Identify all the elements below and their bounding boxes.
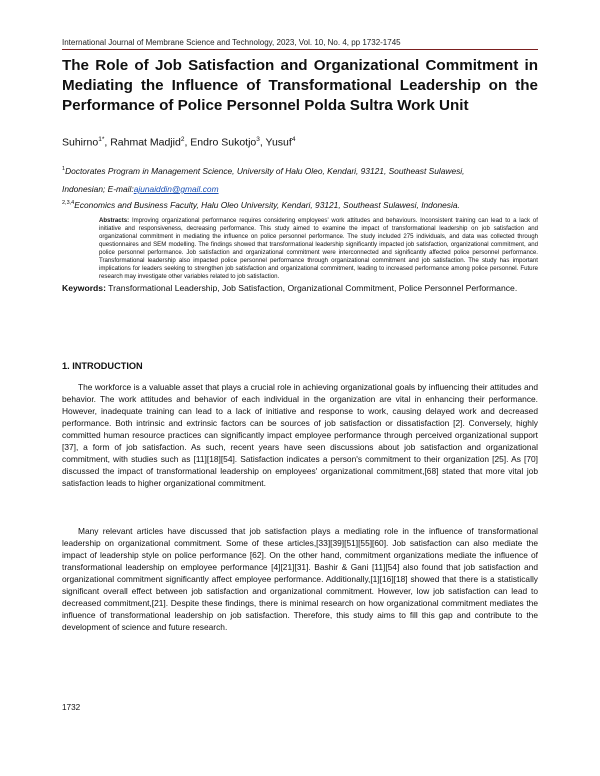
author-mark: 3 [256,136,260,143]
affiliation-2 [62,200,460,210]
affiliation-1 [62,166,464,176]
keywords-text: Transformational Leadership, Job Satisfaction, Organizational Commitment, Police Personnel Performance. [108,283,518,293]
affiliation-mark: 1 [62,166,66,173]
paper-title: The Role of Job Satisfaction and Organizational Commitment in Mediating the Influence of Transformational Leadership on the Performance of Police Personnel Polda Sultra Work Unit [62,57,538,114]
keywords-label: Keywords: [62,283,106,293]
header-rule [62,49,538,50]
body-paragraph [62,525,538,633]
author-mark: 2 [180,136,185,143]
keywords [62,283,538,294]
affiliation-text: Indonesian; E-mail: [62,184,134,194]
section-heading: 1. INTRODUCTION [62,361,143,371]
body-paragraph [62,381,538,489]
author-name: Suhirno [62,136,99,149]
affiliation-mark: 2,3,4 [62,200,75,207]
affiliation-1-continued [62,184,219,194]
author-name: Rahmat Madjid [110,136,181,149]
affiliation-text: Doctorates Program in Management Science, University of Halu Oleo, Kendari, 93121, Southeast Sulawesi, [65,166,465,176]
author-mark: 4 [291,136,296,143]
abstract-text: Improving organizational performance requires considering employees' work attitudes and behaviours. Inconsistent training can lead to a lack of initiative and responsiveness, decreasing performance. This study aimed to examine the impact of transformational leadership on job satisfaction and organizational commitment in mediating the influence on police personnel performance. The study included 275 individuals, and data was collected through questionnaires and SEM modelling. The findings showed that transformational leadership significantly impacted job satisfaction, organizational commitment, and police personnel performance. Job satisfaction and organizational commitment were interconnected and significantly affected police personnel performance. Transformational leadership also impacted police personnel performance through organizational commitment and job satisfaction. The study has important implications for leaders seeking to strengthen job satisfaction and organizational commitment, leading to increased performance among police personnel. Future research may investigate other variables related to job satisfaction. [99,217,538,280]
paragraph-text: The workforce is a valuable asset that plays a crucial role in achieving organizational goals by influencing their attitudes and behavior. The work attitudes and behavior of each individual in the organization are vital in enhancing their performance. However, inadequate training can lead to a lack of initiative and response to work, causing delayed work and decreased performance. Both intrinsic and extrinsic factors can be sources of job satisfaction or dissatisfaction [2]. Conversely, highly committed human resource practices can significantly impact employee performance through perceived organizational support [37], a form of job satisfaction. As such, recent years have seen discussions about job satisfaction and organizational commitment, with studies such as [11][18][54]. Satisfaction indicates a person's commitment to their organization [25]. As [70] discussed the impact of transformational leadership on employees' organizational commitment,[68] stated that more vital job satisfaction leads to higher organizational commitment. [62,382,538,488]
author-name: Endro Sukotjo [190,136,257,149]
author-name: Yusuf [265,136,292,149]
abstract-label: Abstracts: [99,217,130,224]
email-link[interactable]: ajunaiddin@gmail.com [133,184,219,194]
journal-header: International Journal of Membrane Science and Technology, 2023, Vol. 10, No. 4, pp 1732-1745 [62,38,401,47]
author-mark: 1* [98,136,105,143]
author-list: Suhirno$^{1*}$, Rahmat Madjid$^2$, Endro Sukotjo$^3$, Yusuf$^4$ [62,136,296,149]
affiliation-text: Economics and Business Faculty, Halu Oleo University, Kendari, 93121, Southeast Sulawesi, Indonesia. [74,200,460,210]
page-number: 1732 [62,703,81,712]
paragraph-text: Many relevant articles have discussed that job satisfaction plays a mediating role in the influence of transformational leadership on organizational commitment. Some of these articles,[33][39][51][55][60]. Job satisfaction can also mediate the impact of leadership style on police performance [62]. On the other hand, commitment organizations mediate the influence of transformational leadership on employee performance [4][21][31]. Bashir & Gani [11][54] also found that job satisfaction and organizational commitment significantly affect employee performance. Additionally,[1][16][18] showed that there is a statistically significant overall effect between job satisfaction and organizational commitment. However, low job satisfaction can lead to decreased commitment,[21]. Despite these findings, there is minimal research on how organizational commitment mediates the influence of transformational leadership on job satisfaction. Therefore, this study aims to fill this gap and contribute to the development of science and future research. [62,526,538,632]
abstract [99,217,538,281]
